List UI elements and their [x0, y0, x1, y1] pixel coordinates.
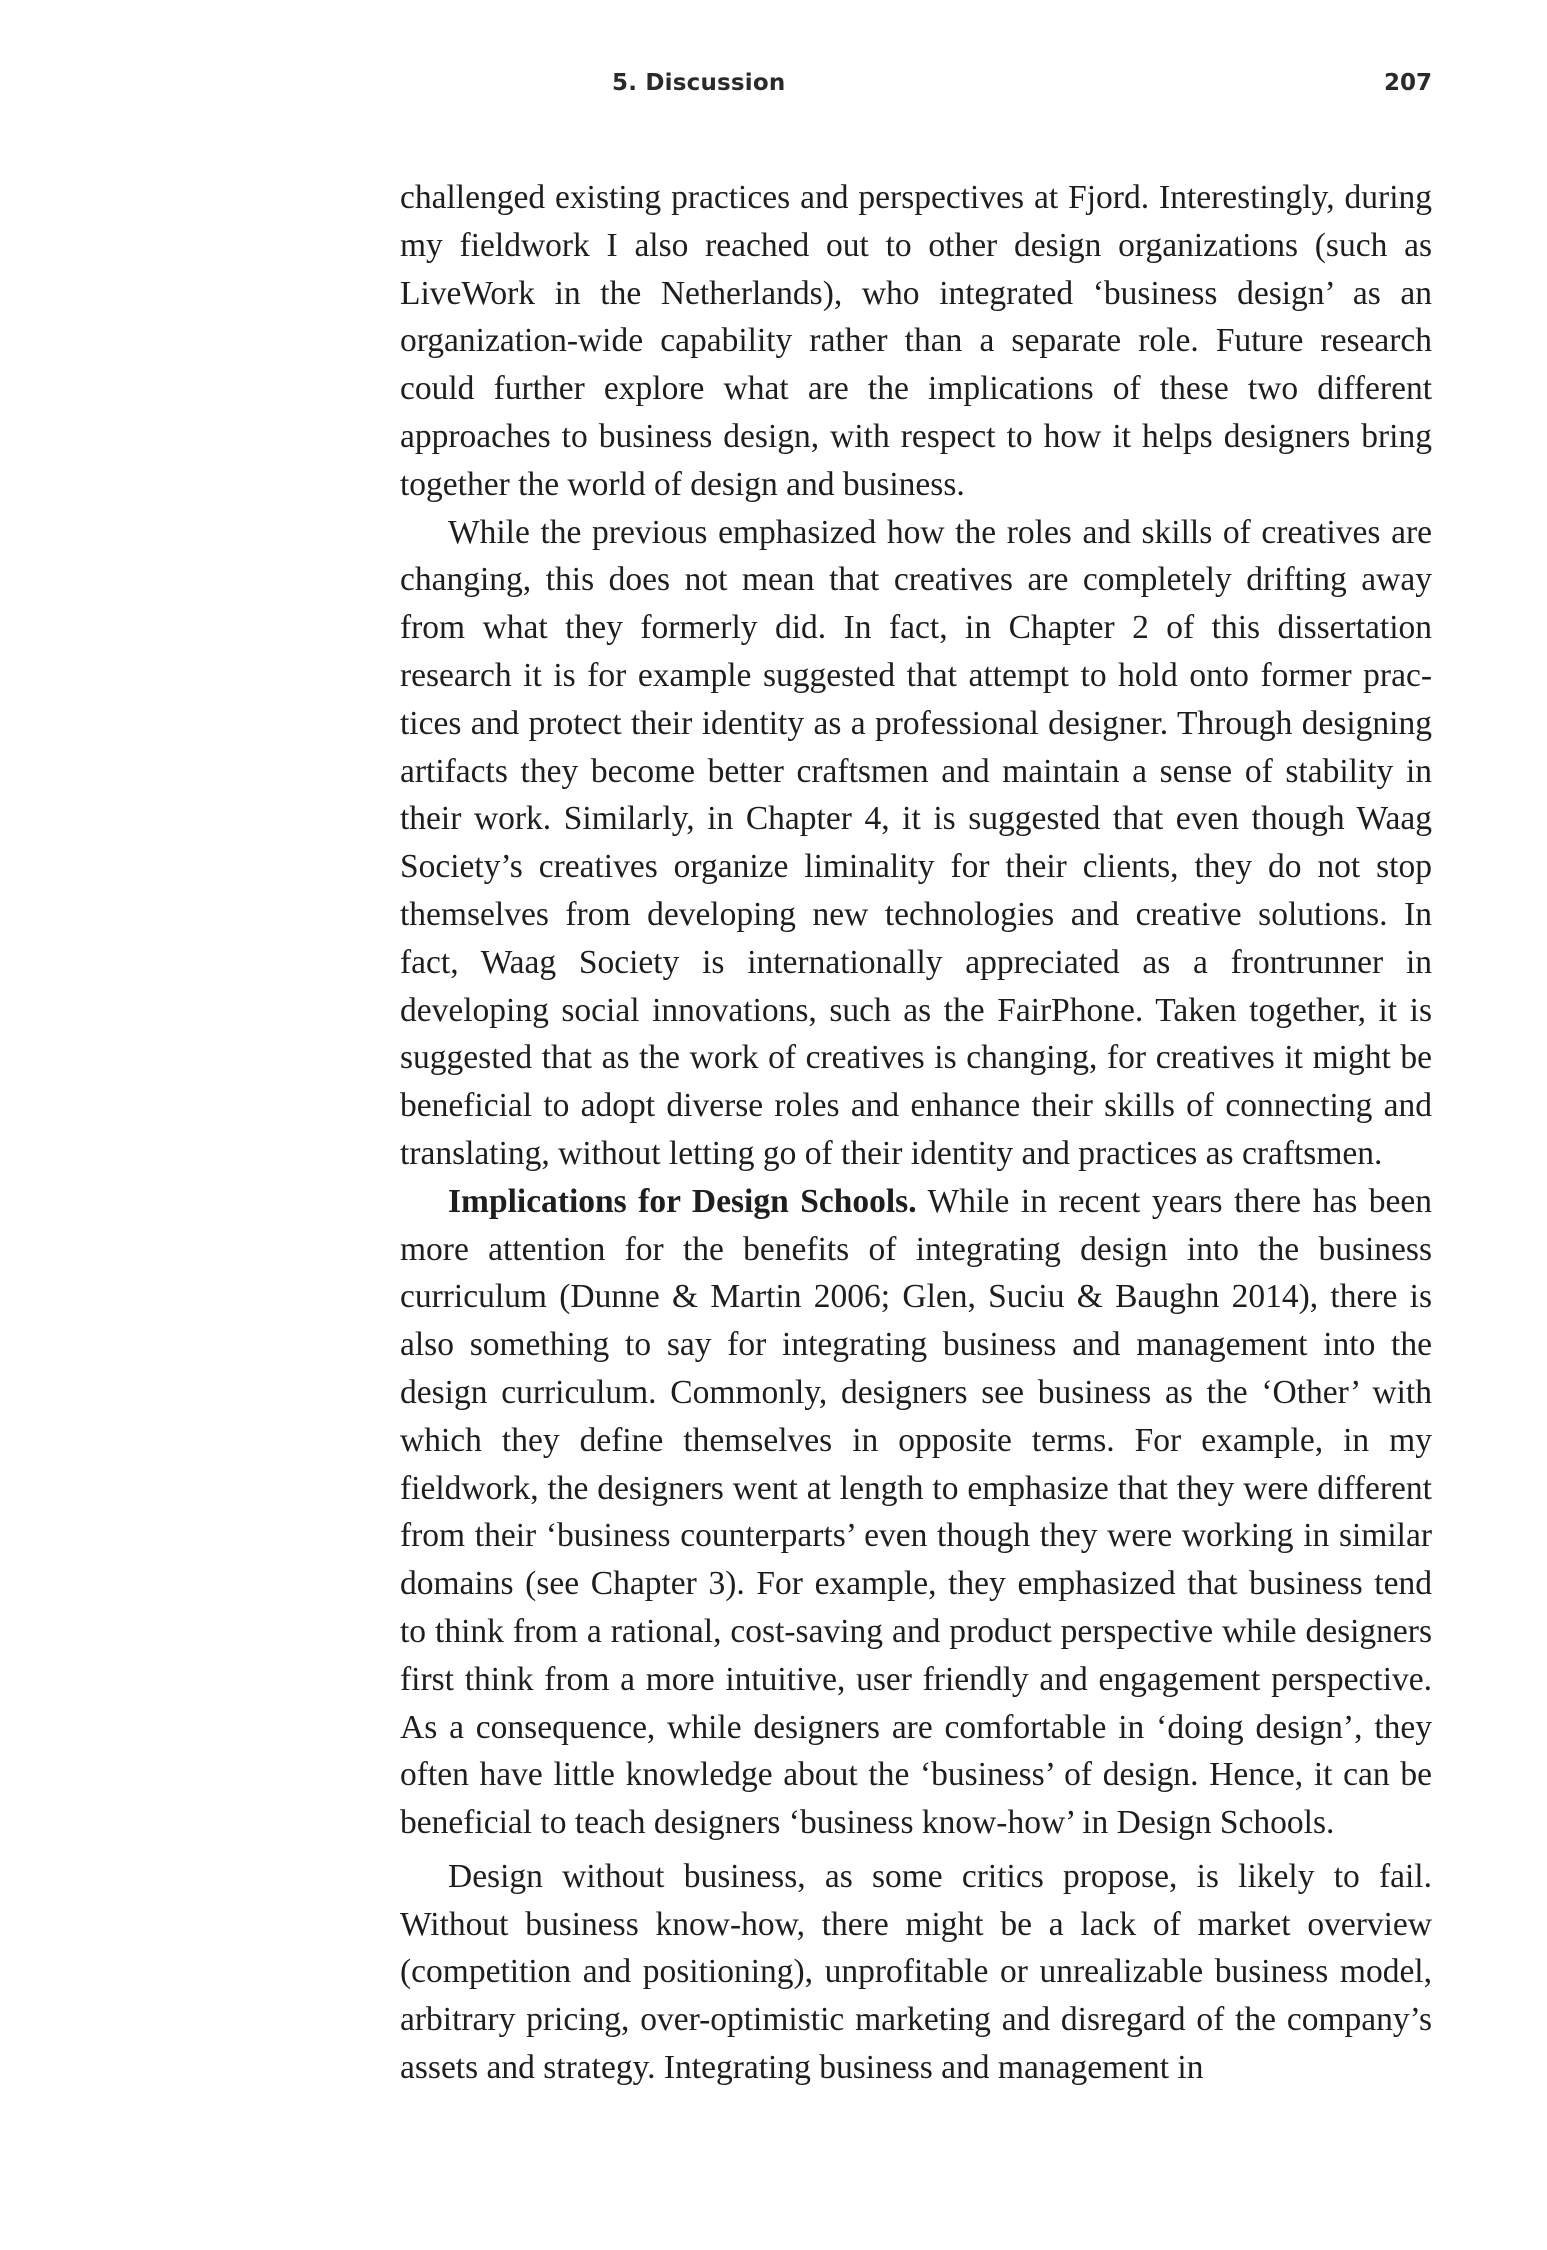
paragraph-fjord-business-design: challenged existing practices and perspectives at Fjord. Interestingly, during my fieldwork I also reached out to other design organizations (such as LiveWork in the Netherlands), who integrated ‘business design’ as an organization-wide capability rather than a separate role. Future research could further explore what are the implications of these two different approaches to business design, with respect to how it helps designers bring together the world of design and business.	[400, 179, 1432, 503]
page-number: 207	[1383, 70, 1432, 96]
paragraph-design-without-business: Design without business, as some critics propose, is likely to fail. Without business know-how, there might be a lack of market overview (competition and positioning), unprofitable or unrealizable business model, arbitrary pricing, over-optimistic marketing and disregard of the company’s assets and strategy. Integrating business and management in	[400, 1857, 1432, 2087]
running-head-section: 5. Discussion	[612, 70, 786, 96]
section-heading-design-schools: Implications for Design Schools.	[448, 1182, 917, 1220]
body-text	[400, 174, 1432, 2092]
paragraph-creatives-roles: While the previous emphasized how the roles and skills of creatives are changing, this does not mean that creatives are completely drifting away from what they formerly did. In fact, in Chapter 2 of this dissertation research it is for example suggested that attempt to hold onto former practices and protect their identity as a professional designer. Through designing artifacts they become better craftsmen and maintain a sense of stability in their work. Similarly, in Chapter 4, it is suggested that even though Waag Society’s creatives organize liminality for their clients, they do not stop themselves from developing new technologies and creative solutions. In fact, Waag Society is internationally appreciated as a frontrunner in developing social innovations, such as the FairPhone. Taken together, it is suggested that as the work of creatives is changing, for creatives it might be beneficial to adopt diverse roles and enhance their skills of connecting and translating, without letting go of their identity and practices as craftsmen.	[400, 513, 1432, 1172]
paragraph-design-schools	[400, 1178, 1432, 1847]
paragraph-design-schools-text: While in recent years there has been more attention for the benefits of integrating design into the business curriculum (Dunne & Martin 2006; Glen, Suciu & Baughn 2014), there is also something to say for integrating business and management into the design curriculum. Commonly, designers see business as the ‘Other’ with which they define themselves in opposite terms. For example, in my fieldwork, the designers went at length to emphasize that they were different from their ‘business counterparts’ even though they were working in similar domains (see Chapter 3). For example, they emphasized that business tend to think from a rational, cost-saving and product perspective while designers first think from a more intuitive, user friendly and engagement perspective. As a consequence, while designers are comfortable in ‘doing design’, they often have little knowledge about the ‘business’ of design. Hence, it can be beneficial to teach designers ‘business know-how’ in Design Schools.	[400, 1182, 1432, 1842]
